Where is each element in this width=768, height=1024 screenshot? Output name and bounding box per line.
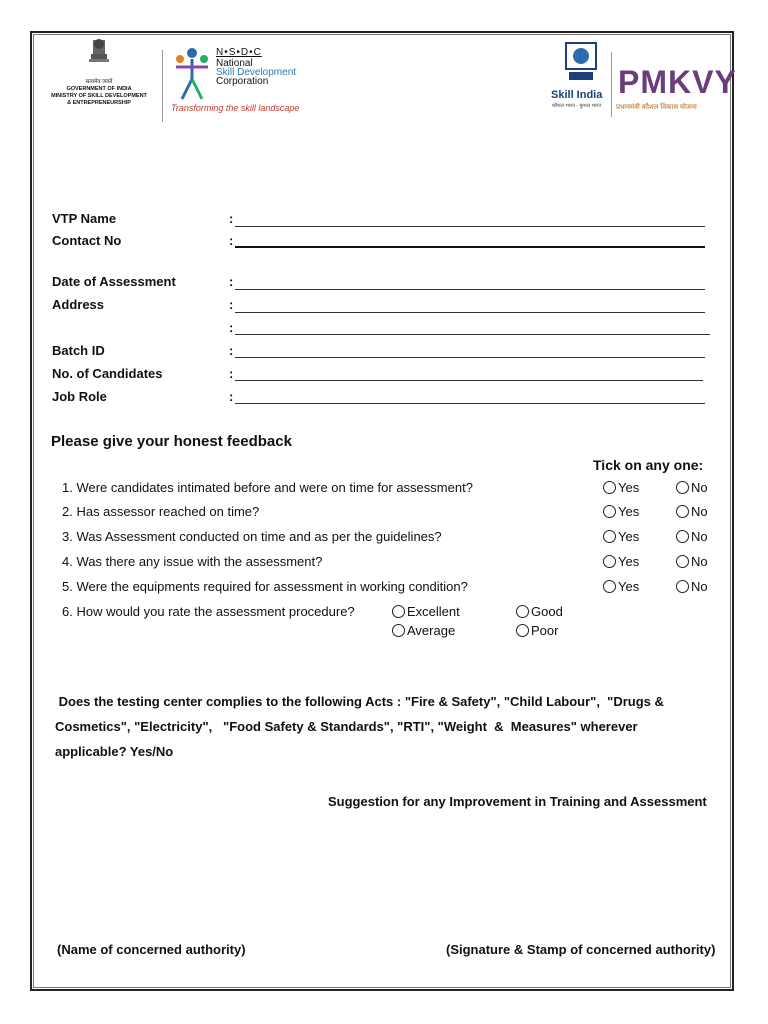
field-input-contact-no[interactable] — [235, 246, 705, 248]
radio-icon — [603, 505, 616, 518]
field-input-no-of-candidates[interactable] — [235, 380, 703, 381]
field-label-batch-id: Batch ID — [52, 343, 105, 358]
radio-icon — [676, 481, 689, 494]
field-sep: : — [229, 343, 234, 358]
skill-india-sub: कौशल भारत - कुशल भारत — [552, 103, 602, 109]
nsdc-name-1: National — [216, 58, 253, 69]
field-input-address-2[interactable] — [235, 334, 710, 335]
yes-label: Yes — [618, 529, 640, 544]
no-label: No — [691, 529, 708, 544]
radio-icon — [392, 605, 405, 618]
pmkvy-sub: प्रधानमंत्री कौशल विकास योजना — [616, 104, 697, 111]
field-label-vtp-name: VTP Name — [52, 211, 117, 226]
acts-line-2: Cosmetics", "Electricity", "Food Safety & Standards", "RTI", "Weight & Measures" wherever — [55, 719, 638, 734]
no-label: No — [691, 480, 708, 495]
field-sep: : — [229, 274, 234, 289]
nsdc-name-3: Corporation — [216, 76, 269, 87]
question-6: 6. How would you rate the assessment procedure? — [62, 604, 355, 619]
q4-yes-option[interactable] — [603, 554, 639, 569]
q2-yes-option[interactable] — [603, 504, 639, 519]
radio-icon — [392, 624, 405, 637]
field-input-vtp-name[interactable] — [235, 226, 705, 227]
pmkvy-text: PMKVY — [618, 64, 737, 100]
suggestion-heading: Suggestion for any Improvement in Training and Assessment — [328, 794, 707, 809]
q1-yes-option[interactable] — [603, 480, 639, 495]
radio-icon — [676, 530, 689, 543]
radio-icon — [676, 580, 689, 593]
rating-label: Average — [407, 623, 456, 638]
nsdc-title: N•S•D•C — [216, 47, 262, 58]
no-label: No — [691, 554, 708, 569]
field-sep: : — [229, 233, 234, 248]
ashoka-emblem-icon — [84, 36, 114, 76]
field-label-no-of-candidates: No. of Candidates — [52, 366, 163, 381]
skill-india-icon — [563, 40, 599, 86]
field-input-job-role[interactable] — [235, 403, 705, 404]
acts-line-1: Does the testing center complies to the following Acts : "Fire & Safety", "Child Labour", "Drugs & — [55, 694, 664, 709]
radio-icon — [603, 555, 616, 568]
name-authority-label: (Name of concerned authority) — [57, 942, 246, 957]
radio-icon — [603, 530, 616, 543]
nsdc-name-2: Skill Development — [216, 67, 297, 78]
q5-no-option[interactable] — [676, 579, 708, 594]
rating-excellent-option[interactable] — [392, 604, 460, 619]
feedback-heading: Please give your honest feedback — [51, 433, 292, 450]
q3-no-option[interactable] — [676, 529, 708, 544]
skill-india-text: Skill India — [551, 89, 603, 101]
question-1: 1. Were candidates intimated before and were on time for assessment? — [62, 480, 473, 495]
radio-icon — [516, 624, 529, 637]
yes-label: Yes — [618, 554, 640, 569]
rating-label: Excellent — [407, 604, 460, 619]
q3-yes-option[interactable] — [603, 529, 639, 544]
header-divider — [162, 50, 163, 122]
field-input-batch-id[interactable] — [235, 357, 705, 358]
govt-line-2: GOVERNMENT OF INDIA — [66, 86, 132, 92]
logo-divider — [611, 52, 612, 117]
govt-line-4: & ENTREPRENEURSHIP — [67, 100, 131, 106]
field-label-date-of-assessment: Date of Assessment — [52, 274, 176, 289]
govt-line-1: सत्यमेव जयते — [85, 79, 113, 85]
field-sep: : — [229, 389, 234, 404]
govt-line-3: MINISTRY OF SKILL DEVELOPMENT — [51, 93, 147, 99]
field-input-address-1[interactable] — [235, 312, 705, 313]
nsdc-figure-icon — [172, 45, 212, 103]
rating-good-option[interactable] — [516, 604, 563, 619]
rating-label: Good — [531, 604, 563, 619]
field-sep: : — [229, 320, 234, 335]
nsdc-tagline: Transforming the skill landscape — [171, 103, 300, 113]
field-input-date-of-assessment[interactable] — [235, 289, 705, 290]
q4-no-option[interactable] — [676, 554, 708, 569]
yes-label: Yes — [618, 480, 640, 495]
no-label: No — [691, 579, 708, 594]
rating-poor-option[interactable] — [516, 623, 558, 638]
radio-icon — [603, 481, 616, 494]
question-3: 3. Was Assessment conducted on time and as per the guidelines? — [62, 529, 442, 544]
radio-icon — [676, 555, 689, 568]
field-label-address: Address — [52, 297, 105, 312]
question-2: 2. Has assessor reached on time? — [62, 504, 260, 519]
field-sep: : — [229, 211, 234, 226]
field-label-job-role: Job Role — [52, 389, 107, 404]
radio-icon — [603, 580, 616, 593]
field-sep: : — [229, 297, 234, 312]
radio-icon — [516, 605, 529, 618]
yes-label: Yes — [618, 579, 640, 594]
rating-label: Poor — [531, 623, 559, 638]
question-4: 4. Was there any issue with the assessment? — [62, 554, 323, 569]
radio-icon — [676, 505, 689, 518]
field-sep: : — [229, 366, 234, 381]
acts-line-3: applicable? Yes/No — [55, 744, 174, 759]
no-label: No — [691, 504, 708, 519]
field-label-contact-no: Contact No — [52, 233, 122, 248]
rating-average-option[interactable] — [392, 623, 455, 638]
yes-label: Yes — [618, 504, 640, 519]
tick-heading: Tick on any one: — [593, 457, 704, 473]
signature-authority-label: (Signature & Stamp of concerned authority) — [446, 942, 716, 957]
q2-no-option[interactable] — [676, 504, 708, 519]
q5-yes-option[interactable] — [603, 579, 639, 594]
q1-no-option[interactable] — [676, 480, 708, 495]
question-5: 5. Were the equipments required for assessment in working condition? — [62, 579, 468, 594]
